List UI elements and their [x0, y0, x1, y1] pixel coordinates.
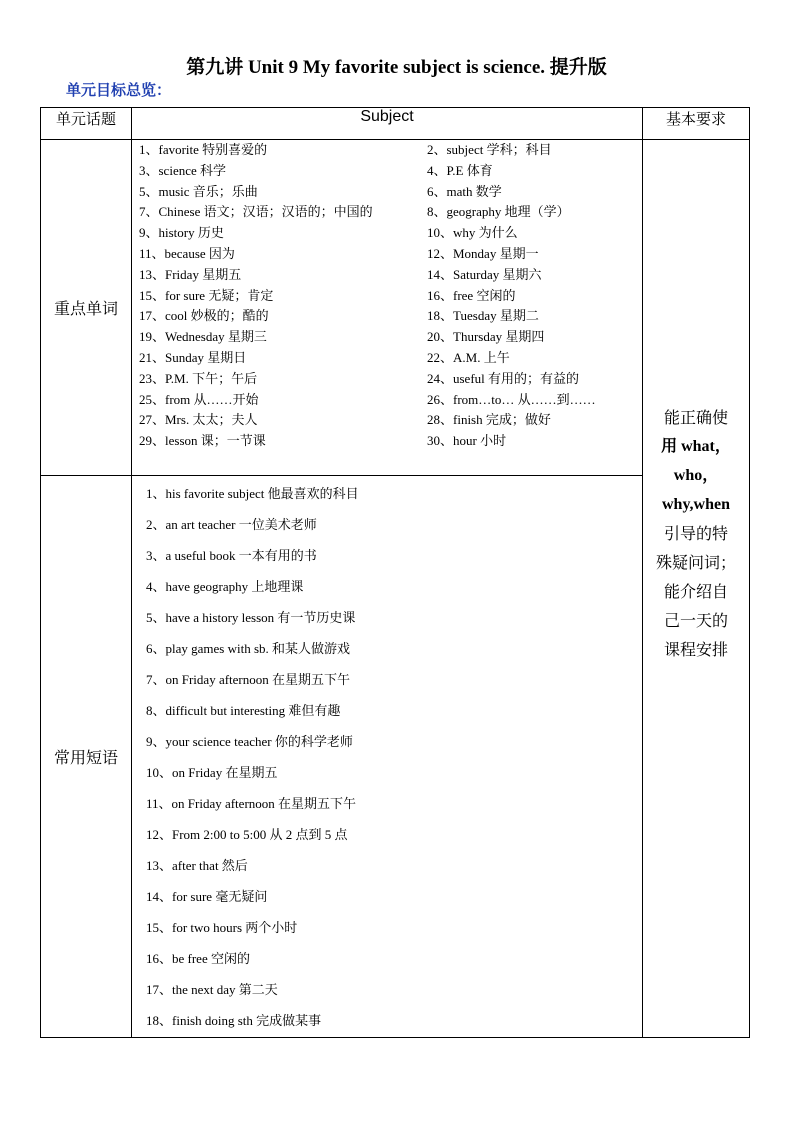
page-title: 第九讲 Unit 9 My favorite subject is science. 提升版: [186, 57, 607, 78]
vocab-item-row: [132, 327, 642, 348]
vocab-word: 4、P.E 体育: [427, 162, 493, 178]
header-subject: Subject: [132, 108, 643, 140]
vocab-item-row: [132, 286, 642, 307]
vocab-word: 11、because 因为: [139, 245, 235, 261]
vocab-word: 27、Mrs. 太太；夫人: [139, 412, 258, 428]
requirement-line: 殊疑问词；: [655, 553, 736, 572]
phrase-item: 6、play games with sb. 和某人做游戏: [146, 641, 351, 656]
vocab-word: 12、Monday 星期一: [427, 245, 539, 261]
vocab-word: 3、science 科学: [139, 162, 227, 178]
requirement-line: 能介绍自: [663, 582, 728, 601]
phrase-item: 7、on Friday afternoon 在星期五下午: [146, 672, 351, 687]
phrase-topic-cell: 常用短语: [41, 476, 132, 1038]
vocab-item-row: [132, 182, 642, 203]
phrase-list: [132, 476, 643, 1038]
requirement-line: 课程安排: [663, 640, 728, 659]
vocab-topic-cell: 重点单词: [41, 140, 132, 476]
section-subtitle: 单元目标总览：: [66, 81, 172, 99]
vocab-word: 1、favorite 特别喜爱的: [139, 142, 268, 157]
vocab-word: 26、from…to… 从……到……: [427, 391, 596, 407]
vocab-item-row: [132, 306, 642, 327]
vocab-item-row: [132, 223, 642, 244]
phrase-item: 5、have a history lesson 有一节历史课: [146, 610, 356, 625]
vocab-word: 29、lesson 课；一节课: [139, 433, 266, 449]
header-topic: 单元话题: [41, 108, 132, 140]
vocab-word: 7、Chinese 语文；汉语；汉语的；中国的: [139, 204, 373, 220]
phrase-item: 18、finish doing sth 完成做某事: [146, 1013, 322, 1028]
requirement-line: 能正确使: [663, 408, 728, 427]
vocab-item-row: [132, 202, 642, 223]
table-header-row: [41, 108, 750, 140]
vocab-word: 18、Tuesday 星期二: [427, 308, 539, 324]
vocab-item-row: [132, 410, 642, 431]
requirement-line: who，: [673, 467, 719, 484]
phrase-item: 8、difficult but interesting 难但有趣: [146, 703, 341, 718]
vocab-item-row: [132, 390, 642, 411]
vocab-word: 14、Saturday 星期六: [427, 266, 542, 282]
vocab-word: 15、for sure 无疑；肯定: [139, 287, 274, 303]
vocab-word: 9、history 历史: [139, 225, 224, 241]
vocab-word: 24、useful 有用的；有益的: [427, 370, 580, 386]
vocab-item-row: [132, 244, 642, 265]
phrase-item: 16、be free 空闲的: [146, 951, 250, 966]
requirement-line: 用 what，: [661, 438, 731, 455]
phrase-item: 10、on Friday 在星期五: [146, 765, 278, 780]
vocab-word: 13、Friday 星期五: [139, 266, 242, 282]
vocab-word: 30、hour 小时: [427, 433, 507, 449]
vocab-word: 22、A.M. 上午: [427, 349, 510, 365]
vocab-word: 6、math 数学: [427, 183, 502, 199]
vocab-item-row: [132, 348, 642, 369]
phrase-item: 11、on Friday afternoon 在星期五下午: [146, 796, 357, 811]
vocab-word: 23、P.M. 下午；午后: [139, 370, 258, 386]
vocab-item-row: [132, 431, 642, 452]
vocab-word: 19、Wednesday 星期三: [139, 329, 267, 345]
vocab-item-row: [132, 369, 642, 390]
vocab-word: 21、Sunday 星期日: [139, 349, 247, 365]
phrase-item: 3、a useful book 一本有用的书: [146, 548, 317, 563]
phrase-item: 2、an art teacher 一位美术老师: [146, 517, 317, 532]
requirement-line: 己一天的: [663, 611, 728, 630]
requirement-line: 引导的特: [663, 524, 728, 543]
unit-overview-table: [40, 107, 750, 1038]
vocab-row: [41, 140, 750, 476]
requirements-cell: [643, 140, 750, 1038]
vocab-word: 25、from 从……开始: [139, 391, 259, 407]
vocab-word: 20、Thursday 星期四: [427, 329, 545, 345]
phrase-item: 1、his favorite subject 他最喜欢的科目: [146, 486, 359, 501]
phrase-item: 15、for two hours 两个小时: [146, 920, 298, 935]
phrase-item: 9、your science teacher 你的科学老师: [146, 734, 353, 749]
vocab-item-row: [132, 140, 642, 161]
phrase-item: 12、From 2:00 to 5:00 从 2 点到 5 点: [146, 827, 348, 842]
vocab-item-row: [132, 265, 642, 286]
phrase-item: 13、after that 然后: [146, 858, 248, 873]
vocab-word: 8、geography 地理（学）: [427, 204, 570, 220]
vocab-word: 10、why 为什么: [427, 225, 518, 241]
phrase-item: 17、the next day 第二天: [146, 982, 278, 997]
vocab-word: 16、free 空闲的: [427, 287, 516, 303]
vocab-list: [132, 140, 643, 476]
header-requirements: 基本要求: [643, 108, 750, 140]
phrase-item: 14、for sure 毫无疑问: [146, 889, 268, 904]
phrase-item: 4、have geography 上地理课: [146, 579, 304, 594]
vocab-word: 28、finish 完成；做好: [427, 412, 551, 428]
vocab-word: 17、cool 妙极的；酷的: [139, 308, 269, 324]
vocab-word: 5、music 音乐；乐曲: [139, 183, 258, 199]
vocab-item-row: [132, 161, 642, 182]
requirement-line: why,when: [661, 496, 731, 513]
vocab-word: 2、subject 学科；科目: [427, 142, 552, 157]
